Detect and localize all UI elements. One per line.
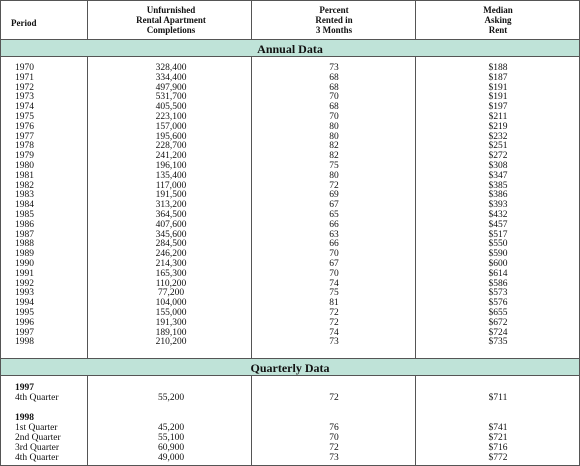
table-row [1,318,579,328]
median-rent-cell: $573 [488,288,508,299]
period-cell: 1981 [15,170,34,181]
median-rent-cell: $590 [488,249,508,260]
completions-cell: 191,300 [155,317,187,328]
period-cell: 1986 [15,219,34,230]
median-rent-cell: $191 [488,82,508,93]
median-rent-cell: $347 [488,170,508,181]
header-period: Period [11,18,37,28]
percent-rented-cell: 76 [329,423,339,433]
median-rent-cell: $457 [488,219,508,230]
period-cell: 1976 [15,121,34,132]
median-rent-cell: $232 [488,131,508,142]
period-cell: 1992 [15,278,34,289]
completions-cell: 77,200 [157,288,185,299]
table-row [1,443,579,453]
table-row [1,239,579,249]
median-rent-cell: $576 [488,298,508,309]
percent-rented-cell: 74 [329,278,339,289]
median-rent-cell: $741 [488,423,508,433]
median-rent-cell: $614 [488,268,508,279]
percent-rented-cell: 82 [329,141,339,152]
median-rent-cell: $724 [488,327,508,338]
median-rent-cell: $272 [488,151,508,162]
percent-rented-cell: 70 [329,112,339,122]
section-quarterly-title: Quarterly Data [1,358,579,376]
period-cell: 1989 [15,249,34,260]
period-cell: 1970 [15,63,34,73]
period-cell: 1st Quarter [15,423,58,433]
period-cell: 1975 [15,112,34,122]
median-rent-cell: $600 [488,259,508,269]
table-row [1,288,579,298]
percent-rented-cell: 68 [329,82,339,93]
median-rent-cell: $550 [488,239,508,250]
median-rent-cell: $735 [488,337,508,348]
table-row [1,393,579,403]
table-row [1,63,579,73]
completions-cell: 407,600 [155,219,187,230]
percent-rented-cell: 65 [329,210,339,220]
percent-rented-cell: 80 [329,131,339,142]
completions-cell: 49,000 [157,453,185,463]
completions-cell: 345,600 [155,229,187,240]
header-percent-rented: Percent Rented in 3 Months [315,5,353,35]
period-cell: 1985 [15,210,34,220]
table-row [1,200,579,210]
header-median-rent: Median Asking Rent [483,5,513,35]
median-rent-cell: $386 [488,190,508,201]
percent-rented-cell: 72 [329,393,339,403]
percent-rented-cell: 68 [329,72,339,83]
median-rent-cell: $772 [488,453,508,463]
table-row [1,269,579,279]
table-row [1,73,579,83]
percent-rented-cell: 66 [329,239,339,250]
period-cell: 1972 [15,82,34,93]
percent-rented-cell: 70 [329,249,339,260]
percent-rented-cell: 66 [329,219,339,230]
median-rent-cell: $308 [488,161,508,171]
percent-rented-cell: 67 [329,200,339,211]
completions-cell: 104,000 [155,298,187,309]
period-cell: 1984 [15,200,34,211]
period-cell: 1994 [15,298,34,309]
completions-cell: 165,300 [155,268,187,279]
completions-cell: 191,500 [155,190,187,201]
completions-cell: 55,100 [157,433,185,443]
completions-cell: 110,200 [155,278,187,289]
percent-rented-cell: 73 [329,337,339,348]
period-cell: 4th Quarter [15,393,59,403]
table-row [1,141,579,151]
completions-cell: 334,400 [155,72,187,83]
percent-rented-cell: 70 [329,433,339,443]
percent-rented-cell: 80 [329,170,339,181]
period-cell: 1993 [15,288,34,299]
section-annual-title: Annual Data [1,39,579,57]
median-rent-cell: $197 [488,102,508,113]
median-rent-cell: $393 [488,200,508,211]
completions-cell: 189,100 [155,327,187,338]
table-row [1,453,579,463]
period-cell: 1997 [15,327,34,338]
completions-cell: 284,500 [155,239,187,250]
completions-cell: 497,900 [155,82,187,93]
table-row [1,161,579,171]
period-cell: 3rd Quarter [15,443,60,453]
period-cell: 1980 [15,161,34,171]
completions-cell: 531,700 [155,92,187,103]
table-row [1,190,579,200]
median-rent-cell: $655 [488,308,508,318]
percent-rented-cell: 70 [329,92,339,103]
percent-rented-cell: 63 [329,229,339,240]
completions-cell: 117,000 [155,180,187,191]
median-rent-cell: $191 [488,92,508,103]
completions-cell: 60,900 [157,443,185,453]
table-row [1,210,579,220]
completions-cell: 155,000 [155,308,187,318]
percent-rented-cell: 72 [329,443,339,453]
percent-rented-cell: 75 [329,288,339,299]
completions-cell: 214,300 [155,259,187,269]
completions-cell: 364,500 [155,210,187,220]
period-cell: 1995 [15,308,34,318]
completions-cell: 135,400 [155,170,187,181]
median-rent-cell: $187 [488,72,508,83]
period-cell: 1990 [15,259,34,269]
completions-cell: 313,200 [155,200,187,211]
median-rent-cell: $586 [488,278,508,289]
table-row [1,112,579,122]
percent-rented-cell: 72 [329,180,339,191]
percent-rented-cell: 72 [329,317,339,328]
completions-cell: 45,200 [157,423,185,433]
percent-rented-cell: 73 [329,63,339,73]
completions-cell: 241,200 [155,151,187,162]
period-cell: 1971 [15,72,34,83]
median-rent-cell: $211 [488,112,508,122]
completions-cell: 228,700 [155,141,187,152]
table-row [1,220,579,230]
median-rent-cell: $672 [488,317,508,328]
table-row [1,171,579,181]
period-cell: 1979 [15,151,34,162]
median-rent-cell: $385 [488,180,508,191]
quarterly-year-heading: 1997 [15,383,34,393]
table-row [1,92,579,102]
period-cell: 1991 [15,268,34,279]
completions-cell: 196,100 [155,161,187,171]
period-cell: 1974 [15,102,34,113]
table-row [1,102,579,112]
completions-cell: 195,600 [155,131,187,142]
table-row [1,298,579,308]
percent-rented-cell: 73 [329,453,339,463]
period-cell: 1987 [15,229,34,240]
median-rent-cell: $251 [488,141,508,152]
period-cell: 1998 [15,337,34,348]
table-row [1,423,579,433]
percent-rented-cell: 70 [329,268,339,279]
period-cell: 1996 [15,317,34,328]
median-rent-cell: $188 [488,63,508,73]
period-cell: 1977 [15,131,34,142]
quarterly-year-heading: 1998 [15,413,34,423]
period-cell: 1973 [15,92,34,103]
completions-cell: 157,000 [155,121,187,132]
completions-cell: 246,200 [155,249,187,260]
completions-cell: 223,100 [155,112,187,122]
completions-cell: 328,400 [155,63,187,73]
period-cell: 2nd Quarter [15,433,61,443]
completions-cell: 55,200 [157,393,185,403]
percent-rented-cell: 74 [329,327,339,338]
percent-rented-cell: 82 [329,151,339,162]
percent-rented-cell: 72 [329,308,339,318]
table-row [1,308,579,318]
percent-rented-cell: 68 [329,102,339,113]
median-rent-cell: $716 [488,443,508,453]
median-rent-cell: $219 [488,121,508,132]
period-cell: 1983 [15,190,34,201]
percent-rented-cell: 75 [329,161,339,171]
median-rent-cell: $432 [488,210,508,220]
period-cell: 4th Quarter [15,453,59,463]
percent-rented-cell: 80 [329,121,339,132]
percent-rented-cell: 81 [329,298,339,309]
median-rent-cell: $721 [488,433,508,443]
median-rent-cell: $711 [488,393,508,403]
table-row [1,151,579,161]
percent-rented-cell: 69 [329,190,339,201]
table-row [1,249,579,259]
period-cell: 1982 [15,180,34,191]
table-row [1,122,579,132]
completions-cell: 405,500 [155,102,187,113]
table-row [1,433,579,443]
header-completions: Unfurnished Rental Apartment Completions [136,5,206,35]
percent-rented-cell: 67 [329,259,339,269]
period-cell: 1988 [15,239,34,250]
table-row [1,337,579,347]
period-cell: 1978 [15,141,34,152]
median-rent-cell: $517 [488,229,508,240]
table-row [1,259,579,269]
completions-cell: 210,200 [155,337,187,348]
